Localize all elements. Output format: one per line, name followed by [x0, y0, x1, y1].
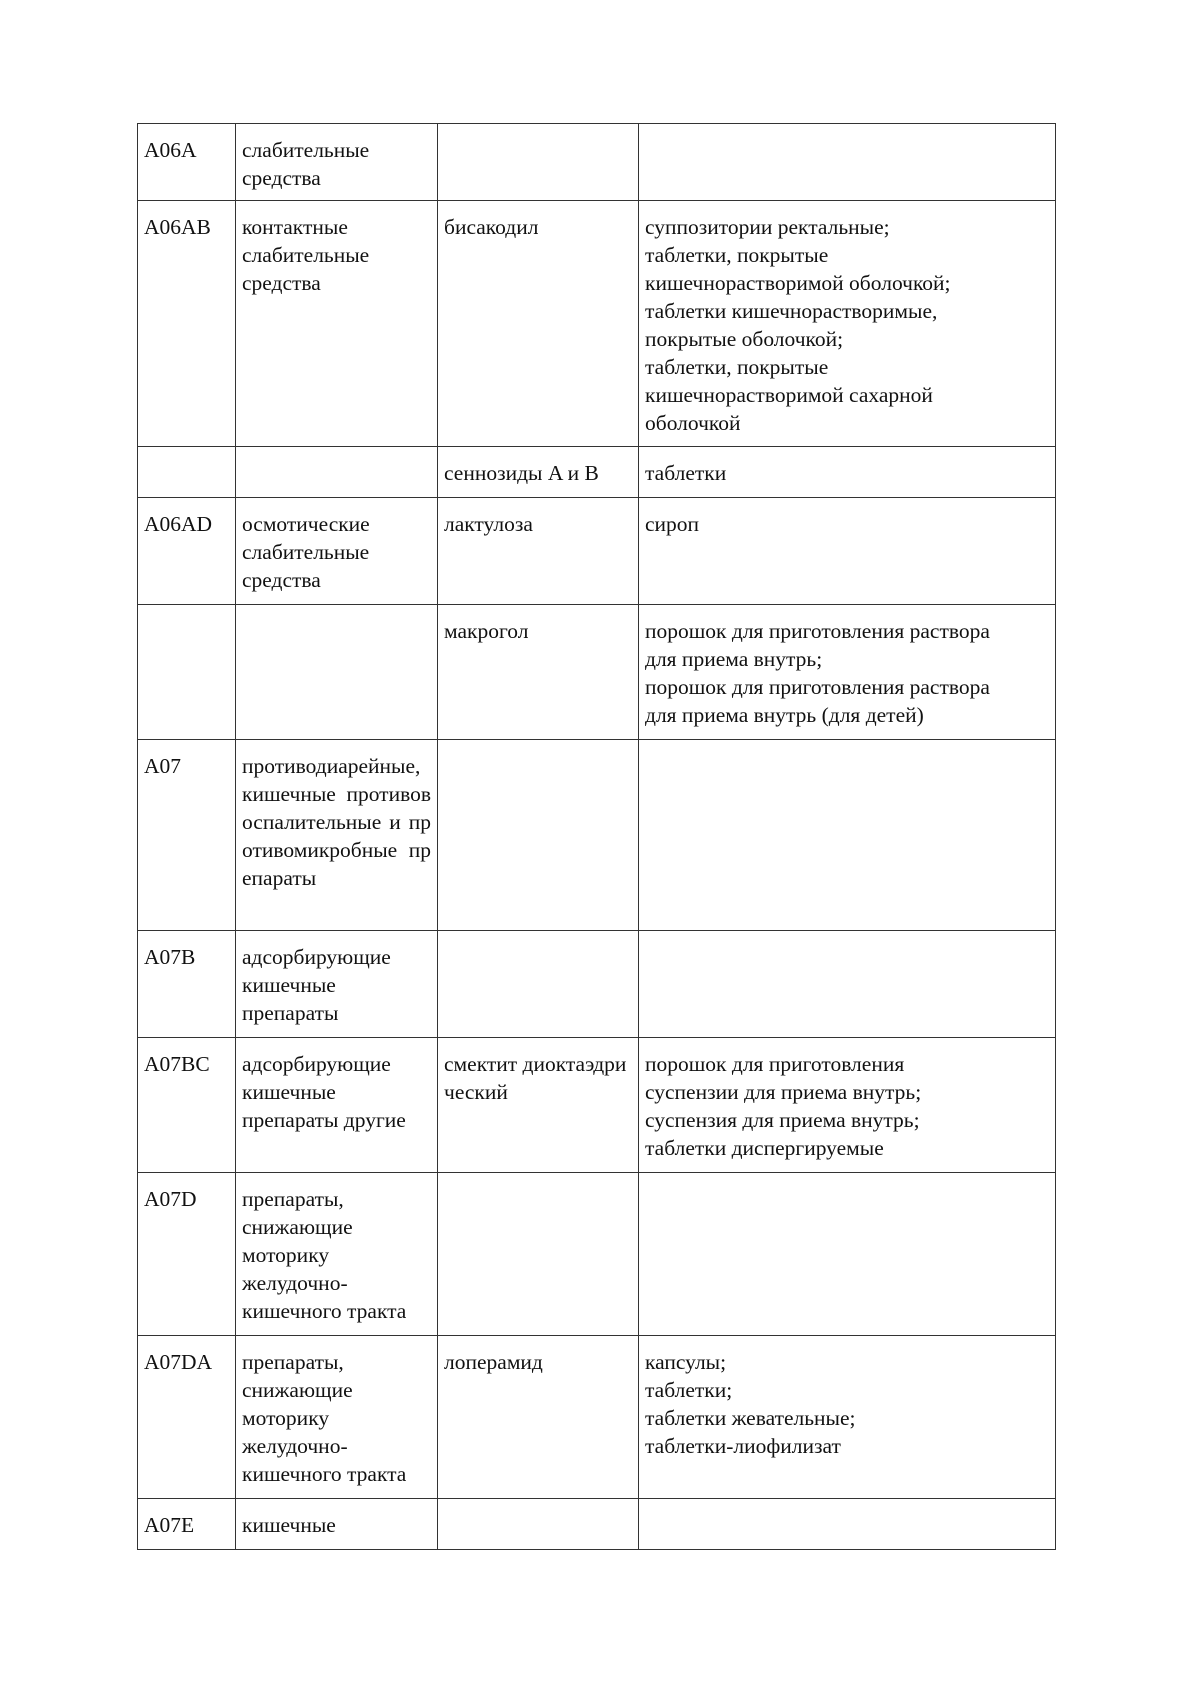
atc-code-cell: A07BC: [138, 1038, 236, 1173]
atc-code-cell: [138, 605, 236, 740]
table-row: [138, 1336, 1056, 1499]
group-cell: адсорбирующие кишечные препараты другие: [236, 1038, 438, 1173]
group-cell: осмотические слабительные средства: [236, 498, 438, 605]
group-cell: препараты, снижающие моторику желудочно- кишечного тракта: [236, 1336, 438, 1499]
inn-cell: [438, 124, 639, 201]
table-row: [138, 447, 1056, 498]
table-row: [138, 498, 1056, 605]
group-cell: кишечные: [236, 1499, 438, 1550]
inn-cell: лоперамид: [438, 1336, 639, 1499]
atc-code-cell: A07D: [138, 1173, 236, 1336]
group-cell: [236, 605, 438, 740]
atc-code-cell: A06AB: [138, 201, 236, 447]
table-row: [138, 1038, 1056, 1173]
dosage-form-cell: капсулы; таблетки; таблетки жевательные; таблетки-лиофилизат: [639, 1336, 1056, 1499]
dosage-form-cell: таблетки: [639, 447, 1056, 498]
dosage-form-cell: [639, 1499, 1056, 1550]
atc-code-cell: A06AD: [138, 498, 236, 605]
dosage-form-cell: [639, 1173, 1056, 1336]
group-cell: слабительные средства: [236, 124, 438, 201]
table-row: [138, 1499, 1056, 1550]
inn-cell: [438, 740, 639, 931]
table-row: [138, 201, 1056, 447]
group-cell: контактные слабительные средства: [236, 201, 438, 447]
atc-code-cell: [138, 447, 236, 498]
dosage-form-cell: порошок для приготовления суспензии для приема внутрь; суспензия для приема внутрь; таблетки диспергируемые: [639, 1038, 1056, 1173]
medication-table: [137, 123, 1056, 1550]
group-cell: противодиарейные, кишечные противовоспалительные и противомикробные препараты: [236, 740, 438, 931]
group-cell: адсорбирующие кишечные препараты: [236, 931, 438, 1038]
group-cell: препараты, снижающие моторику желудочно- кишечного тракта: [236, 1173, 438, 1336]
inn-cell: бисакодил: [438, 201, 639, 447]
inn-cell: сеннозиды A и B: [438, 447, 639, 498]
dosage-form-cell: [639, 124, 1056, 201]
inn-cell: [438, 1499, 639, 1550]
dosage-form-cell: [639, 931, 1056, 1038]
group-cell: [236, 447, 438, 498]
inn-cell: [438, 931, 639, 1038]
inn-cell: [438, 1173, 639, 1336]
inn-cell: лактулоза: [438, 498, 639, 605]
atc-code-cell: A07E: [138, 1499, 236, 1550]
dosage-form-cell: [639, 740, 1056, 931]
table-row: [138, 931, 1056, 1038]
dosage-form-cell: порошок для приготовления раствора для приема внутрь; порошок для приготовления раствора для приема внутрь (для детей): [639, 605, 1056, 740]
inn-cell: смектит диоктаэдрический: [438, 1038, 639, 1173]
table-row: [138, 1173, 1056, 1336]
dosage-form-cell: суппозитории ректальные; таблетки, покрытые кишечнорастворимой оболочкой; таблетки кишечнорастворимые, покрытые оболочкой; таблетки, покрытые кишечнорастворимой сахарной оболочкой: [639, 201, 1056, 447]
inn-cell: макрогол: [438, 605, 639, 740]
table-row: [138, 740, 1056, 931]
atc-code-cell: A07DA: [138, 1336, 236, 1499]
atc-code-cell: A07: [138, 740, 236, 931]
table-row: [138, 605, 1056, 740]
dosage-form-cell: сироп: [639, 498, 1056, 605]
atc-code-cell: A07B: [138, 931, 236, 1038]
atc-code-cell: A06A: [138, 124, 236, 201]
table-row: [138, 124, 1056, 201]
